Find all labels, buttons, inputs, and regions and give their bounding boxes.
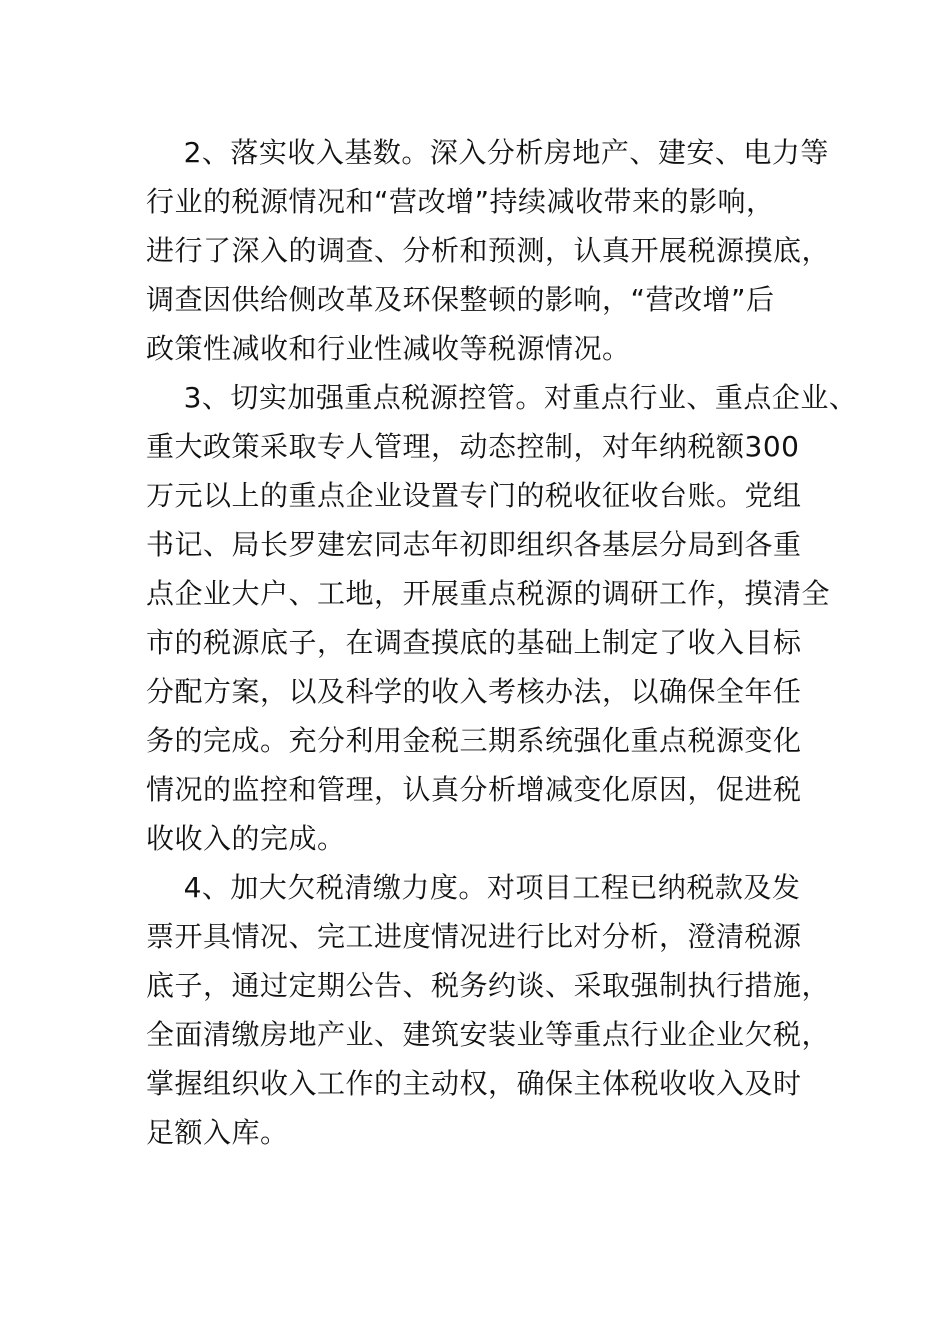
text-line: 务的完成。充分利用金税三期系统强化重点税源变化 — [146, 724, 802, 757]
text-line: 分配方案，以及科学的收入考核办法，以确保全年任 — [146, 675, 802, 708]
text-line: 3、切实加强重点税源控管。对重点行业、重点企业、 — [146, 381, 858, 414]
text-line: 市的税源底子，在调查摸底的基础上制定了收入目标 — [146, 626, 802, 659]
text-line: 情况的监控和管理，认真分析增减变化原因，促进税 — [146, 773, 802, 806]
text-line: 4、加大欠税清缴力度。对项目工程已纳税款及发 — [146, 871, 801, 904]
text-line: 进行了深入的调查、分析和预测，认真开展税源摸底， — [146, 234, 831, 267]
paragraph-4 — [146, 863, 831, 1157]
text-line: 票开具情况、完工进度情况进行比对分析，澄清税源 — [146, 920, 802, 953]
text-line: 点企业大户、工地，开展重点税源的调研工作，摸清全 — [146, 577, 831, 610]
text-line: 行业的税源情况和“营改增”持续减收带来的影响， — [146, 185, 775, 218]
text-line: 收收入的完成。 — [146, 822, 346, 855]
text-line: 书记、局长罗建宏同志年初即组织各基层分局到各重 — [146, 528, 802, 561]
text-line: 调查因供给侧改革及环保整顿的影响，“营改增”后 — [146, 283, 775, 316]
text-line: 底子，通过定期公告、税务约谈、采取强制执行措施， — [146, 969, 831, 1002]
paragraph-2 — [146, 128, 831, 373]
text-line: 足额入库。 — [146, 1116, 289, 1149]
text-line: 万元以上的重点企业设置专门的税收征收台账。党组 — [146, 479, 802, 512]
text-line: 全面清缴房地产业、建筑安装业等重点行业企业欠税， — [146, 1018, 831, 1051]
text-line: 2、落实收入基数。深入分析房地产、建安、电力等 — [146, 136, 829, 169]
text-line: 政策性减收和行业性减收等税源情况。 — [146, 332, 631, 365]
paragraph-3 — [146, 373, 858, 863]
text-line: 重大政策采取专人管理，动态控制，对年纳税额300 — [146, 430, 800, 463]
document-body — [146, 128, 858, 1157]
text-line: 掌握组织收入工作的主动权，确保主体税收收入及时 — [146, 1067, 802, 1100]
